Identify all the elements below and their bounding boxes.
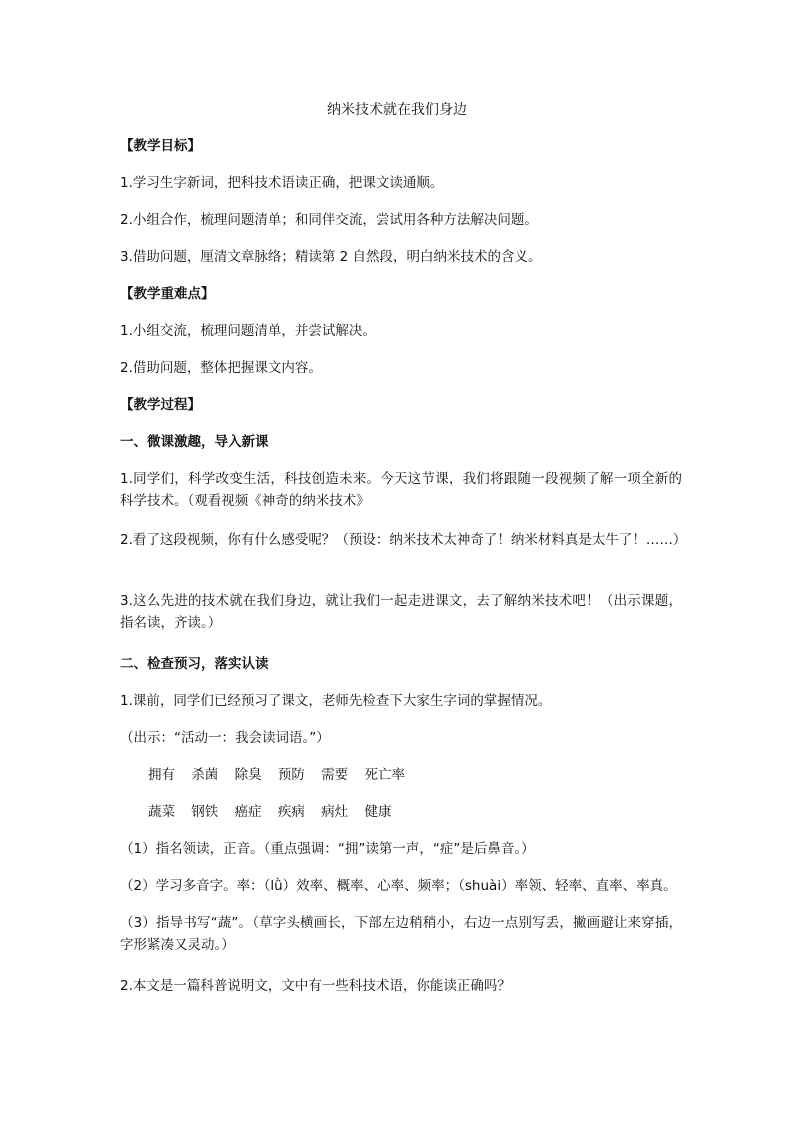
step-1: （1）指名领读，正音。（重点强调：“拥”读第一声，“症”是后鼻音。） <box>120 841 535 857</box>
word-item: 除臭 <box>234 767 262 783</box>
word-item: 杀菌 <box>191 767 219 783</box>
word-item: 癌症 <box>234 804 262 820</box>
keypoint-item-2: 2.借助问题，整体把握课文内容。 <box>120 360 322 376</box>
word-row-2 <box>148 802 708 822</box>
word-item: 健康 <box>364 804 392 820</box>
word-item: 钢铁 <box>191 804 219 820</box>
goals-heading: 【教学目标】 <box>120 138 201 154</box>
part2-heading: 二、检查预习，落实认读 <box>120 656 269 672</box>
page-title: 纳米技术就在我们身边 <box>327 102 467 118</box>
final-item: 2.本文是一篇科普说明文，文中有一些科技术语，你能读正确吗？ <box>120 978 511 994</box>
keypoint-item-1: 1.小组交流，梳理问题清单，并尝试解决。 <box>120 323 376 339</box>
word-item: 蔬菜 <box>148 804 175 820</box>
word-item: 拥有 <box>148 767 175 783</box>
step-3: （3）指导书写“蔬”。（草字头横画长，下部左边稍稍小，右边一点别写丢，撇画避让来穿插，字形紧凑又灵动。） <box>120 915 682 953</box>
part1-item-2: 2.看了这段视频，你有什么感受呢？（预设：纳米技术太神奇了！纳米材料真是太牛了！……） <box>120 532 687 548</box>
process-heading: 【教学过程】 <box>120 397 201 413</box>
goal-item-1: 1.学习生字新词，把科技术语读正确，把课文读通顺。 <box>120 175 444 191</box>
word-row-1 <box>148 765 708 785</box>
word-item: 预防 <box>277 767 305 783</box>
word-item: 疾病 <box>277 804 305 820</box>
step-2: （2）学习多音字。率：（lǜ）效率、概率、心率、频率；（shuài）率领、轻率、直率、率真。 <box>120 878 677 894</box>
keypoints-heading: 【教学重难点】 <box>120 286 215 302</box>
goal-item-3: 3.借助问题，厘清文章脉络；精读第 2 自然段，明白纳米技术的含义。 <box>120 249 542 265</box>
goal-item-2: 2.小组合作，梳理问题清单；和同伴交流，尝试用各种方法解决问题。 <box>120 212 538 228</box>
word-item: 需要 <box>321 767 349 783</box>
part1-item-3: 3.这么先进的技术就在我们身边，就让我们一起走进课文，去了解纳米技术吧！（出示课题，指名读，齐读。） <box>120 593 682 631</box>
word-item: 死亡率 <box>364 767 405 783</box>
word-item: 病灶 <box>321 804 349 820</box>
part1-item-1: 1.同学们，科学改变生活，科技创造未来。今天这节课，我们将跟随一段视频了解一项全新的科学技术。（观看视频《神奇的纳米技术》 <box>120 471 682 509</box>
part1-heading: 一、微课激趣，导入新课 <box>120 434 269 450</box>
activity-label: （出示：“活动一：我会读词语。”） <box>120 730 330 746</box>
part2-intro: 1.课前，同学们已经预习了课文，老师先检查下大家生字词的掌握情况。 <box>120 693 552 709</box>
